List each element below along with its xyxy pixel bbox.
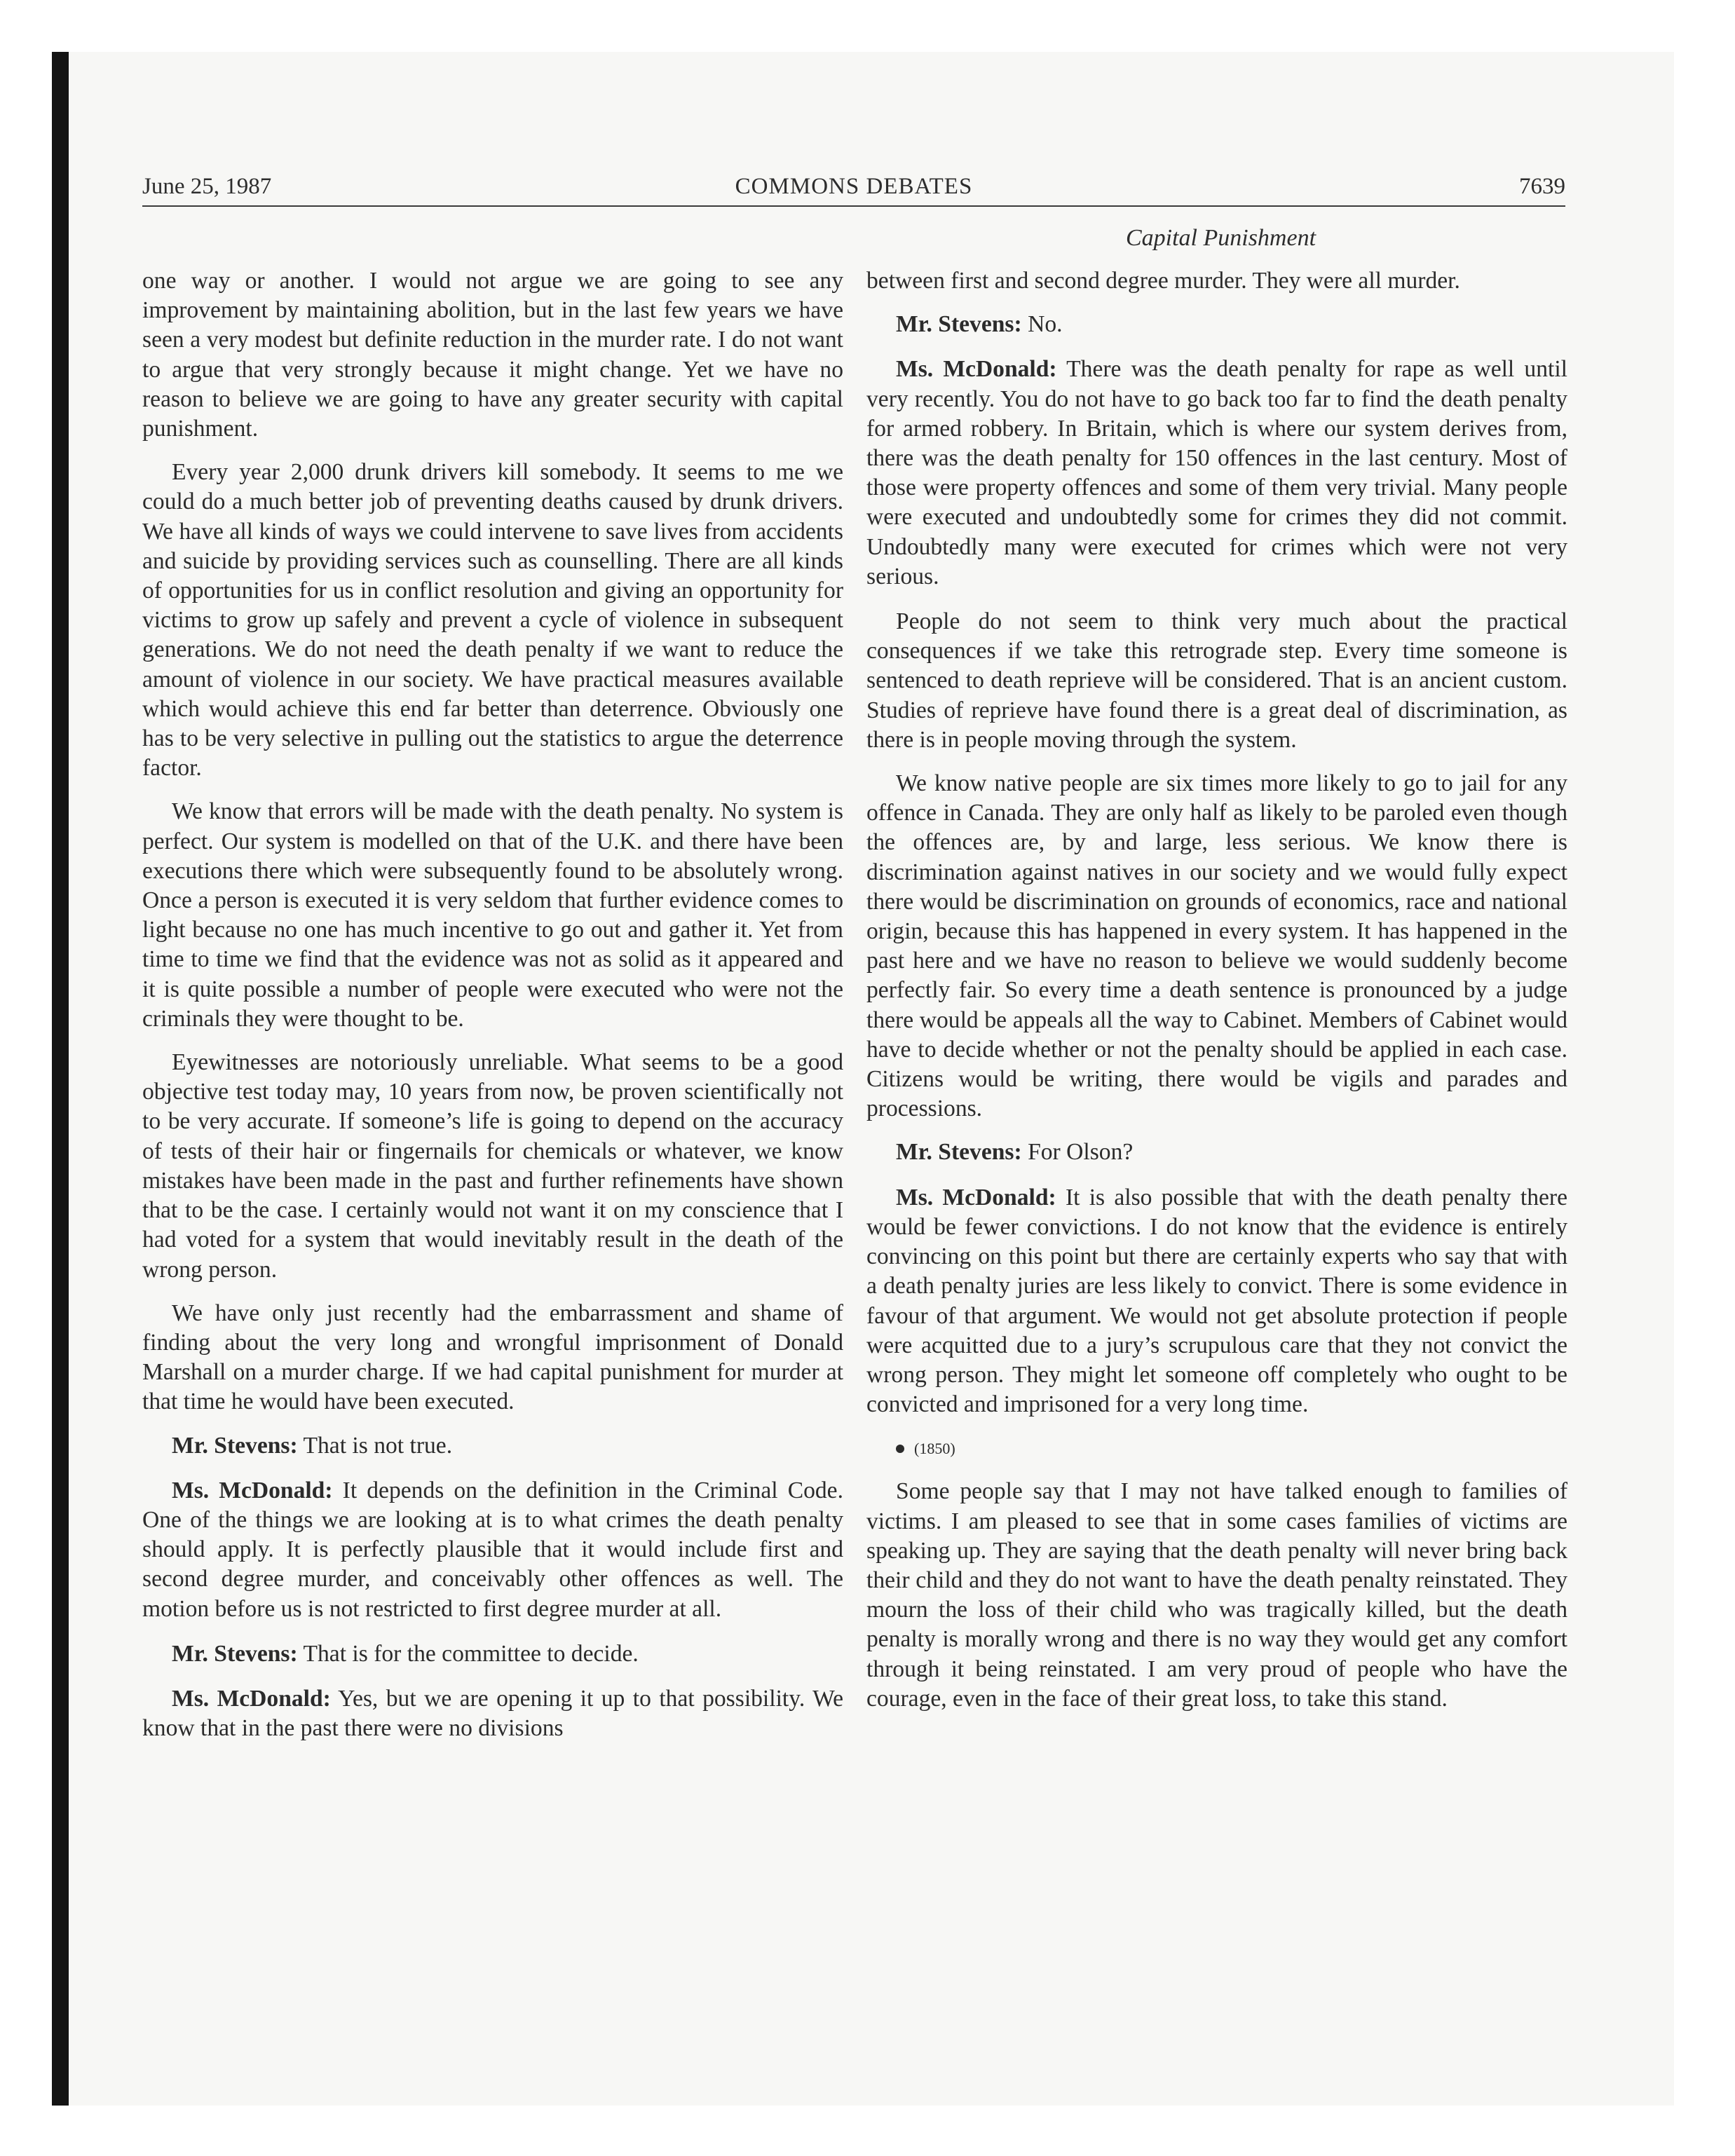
speech [866,310,1567,339]
speaker-name: Mr. Stevens: [896,311,1022,338]
speech-text: That is not true. [303,1432,453,1459]
paragraph: We know that errors will be made with the death penalty. No system is perfect. Our system is modelled on that of the U.K. and there have been executions there which were subsequently found to be absolutely wrong. Once a person is executed it is very seldom that further evidence comes to light because no one has much incentive to go out and gather it. Yet from time to time we find that the evidence was not as solid as it appeared and it is quite possible a number of people were executed who were not the criminals they were thought to be. [142,798,843,1032]
scan-edge [52,52,69,2106]
paragraph: Some people say that I may not have talked enough to families of victims. I am pleased to see that in some cases families of victims are speaking up. They are saying that the death penalty will never bring back their child and they do not want to have the death penalty reinstated. They mourn the loss of their child who was tragically killed, but the death penalty is morally wrong and there is no way they would get any comfort through it being reinstated. I am very proud of people who have the courage, even in the face of their great loss, to take this stand. [866,1478,1567,1712]
section-title: Capital Punishment [1125,225,1316,251]
speech [866,1138,1567,1167]
header-page-number: 7639 [1519,174,1565,199]
header-rule [142,205,1565,207]
speech-text: It is also possible that with the death penalty there would be fewer convictions. I do not know that the evidence is entirely convincing on this point but there are certainly experts who say that with a death penalty juries are less likely to convict. There is some evidence in favour of that argument. We would not get absolute protection if people were acquitted due to a jury’s scrupulous care that they not convict the wrong person. They might let someone off completely who ought to be convicted and imprisoned for a very long time. [866,1184,1567,1418]
paragraph: Every year 2,000 drunk drivers kill somebody. It seems to me we could do a much better job of preventing deaths caused by drunk drivers. We have all kinds of ways we could intervene to save lives from accidents and suicide by providing services such as counselling. There are all kinds of opportunities for us in conflict resolution and giving an opportunity for victims to grow up safely and prevent a cycle of violence in subsequent generations. We do not need the death penalty if we want to reduce the amount of violence in our society. We have practical measures available which would achieve this end far better than deterrence. Obviously one has to be very selective in pulling out the statistics to argue the deterrence factor. [142,459,843,782]
paragraph: We know native people are six times more likely to go to jail for any offence in Canada. They are only half as likely to be paroled even though the offences are, by and large, less serious. We know there is discrimination against natives in our society and we would fully expect there would be discrimination on grounds of economics, race and national origin, because this has happened in every system. It has happened in the past here and we have no reason to believe we would suddenly become perfectly fair. So every time a death sentence is pronounced by a judge there would be appeals all the way to Cabinet. Members of Cabinet would have to decide whether or not the penalty should be applied in each case. Citizens would be writing, there would be vigils and parades and processions. [866,770,1567,1122]
speech [866,355,1567,592]
speech-text: For Olson? [1028,1139,1134,1166]
speech-text: Yes, but we are opening it up to that possibility. We know that in the past there were no divisions [142,1685,843,1742]
speech [142,1431,843,1461]
speaker-name: Ms. McDonald: [896,356,1057,383]
speech [866,1183,1567,1420]
speech-text: There was the death penalty for rape as well until very recently. You do not have to go back too far to find the death penalty for armed robbery. In Britain, which is where our system derives from, there was the death penalty for 150 offences in the last century. Most of those were property offences and some of them very trivial. Many people were executed and undoubtedly some for crimes they did not commit. Undoubtedly many were executed for crimes which were not very serious. [866,356,1567,589]
speech-text: That is for the committee to decide. [303,1640,639,1667]
header-publication: COMMONS DEBATES [735,174,973,199]
speech [142,1476,843,1624]
paragraph: People do not seem to think very much about the practical consequences if we take this retrograde step. Every time someone is sentenced to death reprieve will be considered. That is an ancient custom. Studies of reprieve have found there is a great deal of discrimination, as there is in people moving through the system. [866,608,1567,753]
left-column [142,266,843,1759]
speaker-name: Ms. McDonald: [896,1184,1056,1210]
speaker-name: Ms. McDonald: [172,1477,333,1503]
header-date: June 25, 1987 [142,174,272,199]
speaker-name: Ms. McDonald: [172,1685,331,1712]
speech-text: No. [1028,311,1063,338]
paragraph: We have only just recently had the embarrassment and shame of finding about the very long and wrongful imprisonment of Donald Marshall on a murder charge. If we had capital punishment for murder at that time he would have been executed. [142,1299,843,1415]
speech [142,1639,843,1669]
paragraph: Eyewitnesses are notoriously unreliable. What seems to be a good objective test today may, 10 years from now, be proven scientifically not to be very accurate. If someone’s life is going to depend on the accuracy of tests of their hair or fingernails for chemicals or whatever, we know mistakes have been made in the past and further refinements have shown that to be the case. I certainly would not want it on my conscience that I had voted for a system that would inevitably result in the death of the wrong person. [142,1049,843,1283]
time-marker [866,1435,1567,1463]
bullet-icon [896,1445,904,1453]
speaker-name: Mr. Stevens: [172,1432,298,1459]
page-header [142,171,1565,202]
speech [142,1684,843,1743]
speech-text: It depends on the definition in the Criminal Code. One of the things we are looking at is to what crimes the death penalty should apply. It is perfectly plausible that it would include first and second degree murder, and conceivably other offences as well. The motion before us is not restricted to first degree murder at all. [142,1477,843,1622]
right-column [866,266,1567,1728]
speaker-name: Mr. Stevens: [896,1139,1022,1166]
timestamp: (1850) [914,1440,955,1458]
paragraph: one way or another. I would not argue we are going to see any improvement by maintaining abolition, but in the last few years we have seen a very modest but definite reduction in the murder rate. I do not want to argue that very strongly because it might change. Yet we have no reason to believe we are going to have any greater security with capital punishment. [142,268,843,442]
paragraph: between first and second degree murder. They were all murder. [866,268,1460,294]
speaker-name: Mr. Stevens: [172,1640,298,1667]
